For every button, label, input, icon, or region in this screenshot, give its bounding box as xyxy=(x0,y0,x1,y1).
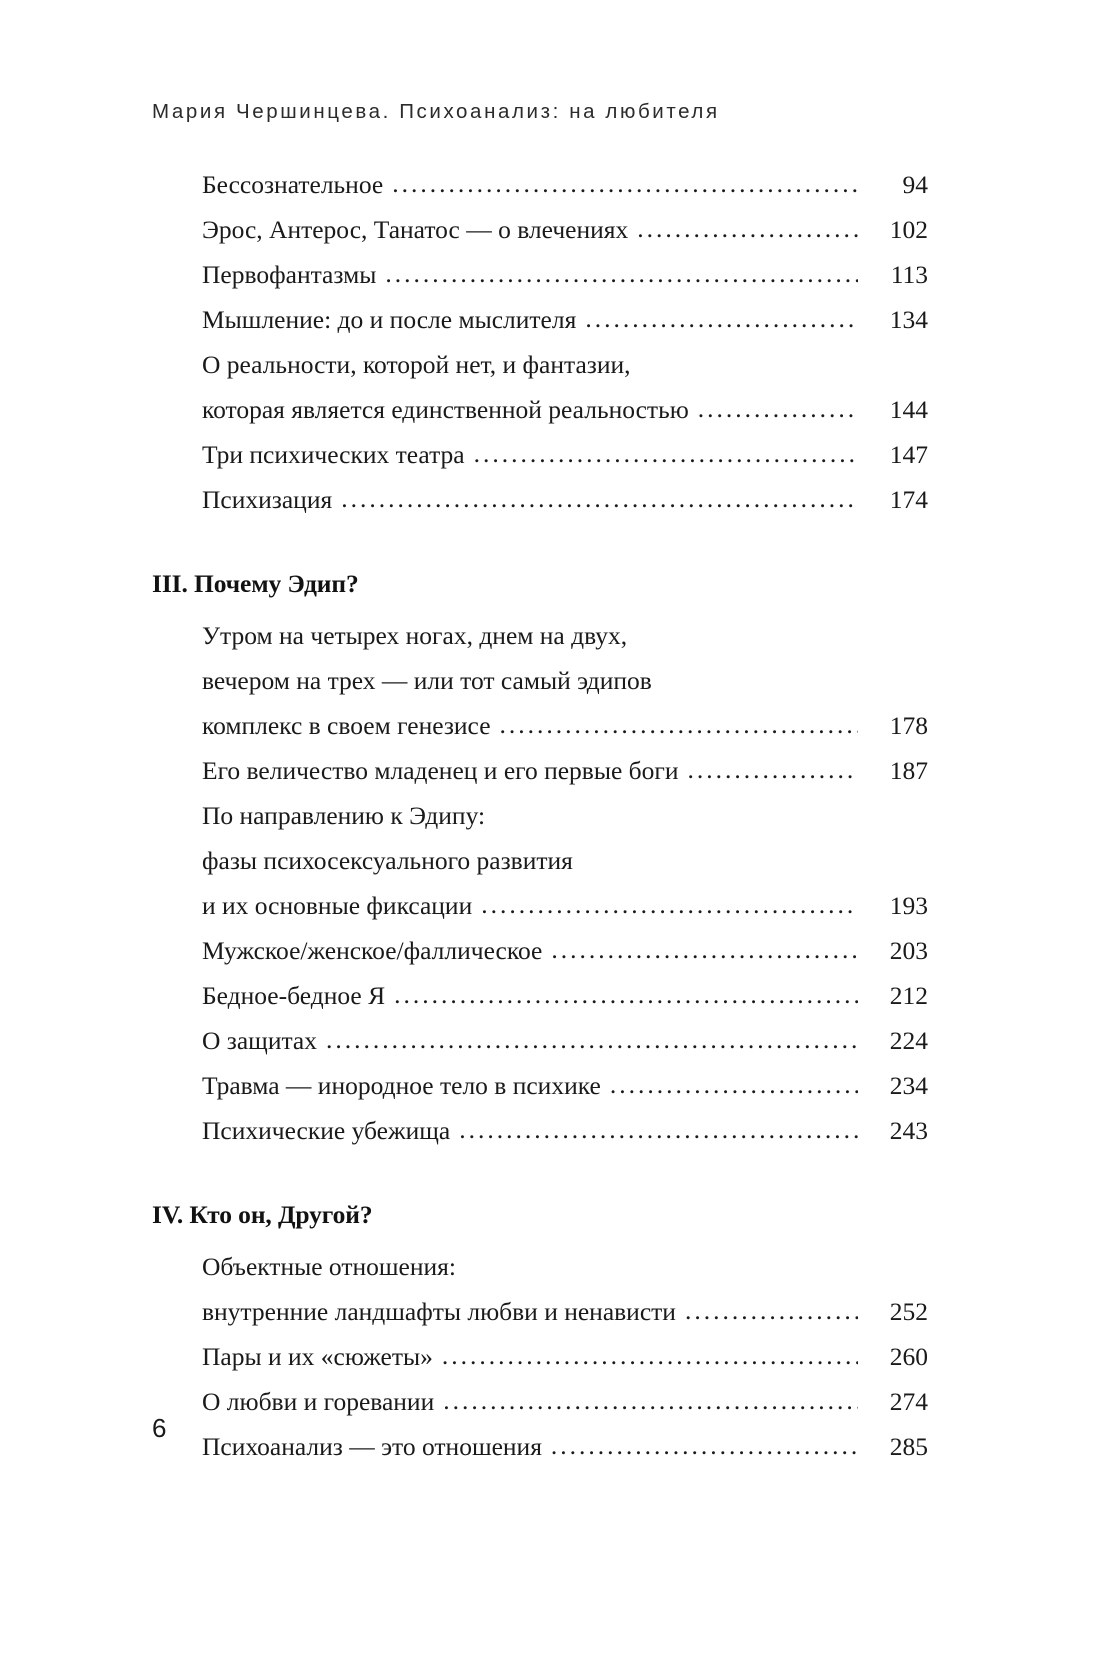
toc-entry-last-line xyxy=(202,297,928,342)
toc-entry-page-number: 203 xyxy=(889,936,928,965)
dot-leader xyxy=(688,747,859,792)
section-heading-spacer xyxy=(152,1230,928,1244)
toc-entry-last-line xyxy=(202,387,928,432)
toc-entry-title: которая является единственной реальностью xyxy=(202,395,689,424)
dot-leader xyxy=(481,882,858,927)
dot-leader xyxy=(385,251,858,296)
toc-entry-title: Мужское/женское/фаллическое xyxy=(202,936,543,965)
toc-entry[interactable] xyxy=(202,432,928,477)
toc-entry-title: фазы психосексуального развития xyxy=(202,846,573,875)
toc-entry-last-line xyxy=(202,1424,928,1469)
toc-entry-last-line xyxy=(202,1289,928,1334)
toc-entry-page-number: 113 xyxy=(890,260,928,289)
toc-entry[interactable] xyxy=(202,252,928,297)
toc-entry-page-number: 144 xyxy=(889,395,928,424)
table-of-contents xyxy=(152,162,928,1469)
toc-entry-last-line xyxy=(202,1379,928,1424)
dot-leader xyxy=(610,1062,858,1107)
toc-entry-page-number: 94 xyxy=(902,170,928,199)
section-spacer xyxy=(152,522,928,569)
toc-entry-page-number: 260 xyxy=(889,1342,928,1371)
toc-entry-page-number: 224 xyxy=(889,1026,928,1055)
toc-entry[interactable] xyxy=(202,793,928,928)
toc-entry[interactable] xyxy=(202,297,928,342)
dot-leader xyxy=(698,386,858,431)
toc-entry-title: Бессознательное xyxy=(202,170,384,199)
toc-entry-last-line xyxy=(202,1063,928,1108)
toc-entry-last-line xyxy=(202,1018,928,1063)
toc-entry-page-number: 193 xyxy=(889,891,928,920)
toc-entry[interactable] xyxy=(202,973,928,1018)
dot-leader xyxy=(685,1288,858,1333)
toc-entry-title: О реальности, которой нет, и фантазии, xyxy=(202,350,631,379)
toc-entry[interactable] xyxy=(202,1379,928,1424)
toc-entry-page-number: 147 xyxy=(889,440,928,469)
toc-entry-title: Первофантазмы xyxy=(202,260,377,289)
dot-leader xyxy=(443,1378,858,1423)
toc-entry[interactable] xyxy=(202,1018,928,1063)
toc-entry-title: Утром на четырех ногах, днем на двух, xyxy=(202,621,628,650)
toc-entry-page-number: 102 xyxy=(889,215,928,244)
dot-leader xyxy=(459,1107,858,1152)
toc-entry[interactable] xyxy=(202,748,928,793)
dot-leader xyxy=(637,206,858,251)
toc-entry-last-line xyxy=(202,432,928,477)
toc-entry-title: Объектные отношения: xyxy=(202,1252,456,1281)
section-heading: IV. Кто он, Другой? xyxy=(152,1200,373,1229)
toc-entry-page-number: 134 xyxy=(889,305,928,334)
dot-leader xyxy=(341,476,858,521)
dot-leader xyxy=(585,296,858,341)
toc-entry-title: Три психических театра xyxy=(202,440,465,469)
toc-entry-continuation-line xyxy=(202,342,928,387)
toc-entry-last-line xyxy=(202,928,928,973)
toc-entry-last-line xyxy=(202,1108,928,1153)
dot-leader xyxy=(392,161,858,206)
toc-entry-page-number: 187 xyxy=(889,756,928,785)
toc-entry[interactable] xyxy=(202,207,928,252)
toc-entry[interactable] xyxy=(202,1244,928,1334)
toc-entry-last-line xyxy=(202,252,928,297)
dot-leader xyxy=(442,1333,858,1378)
toc-entry-page-number: 285 xyxy=(889,1432,928,1461)
toc-entry-title: Его величество младенец и его первые боги xyxy=(202,756,679,785)
running-header: Мария Чершинцева. Психоанализ: на любителя xyxy=(152,100,720,123)
toc-entry-continuation-line xyxy=(202,658,928,703)
section-heading: III. Почему Эдип? xyxy=(152,569,359,598)
toc-entry-last-line xyxy=(202,477,928,522)
toc-entry-title: вечером на трех — или тот самый эдипов xyxy=(202,666,652,695)
section-spacer xyxy=(152,1153,928,1200)
toc-entry[interactable] xyxy=(202,1063,928,1108)
toc-entry[interactable] xyxy=(202,613,928,748)
dot-leader xyxy=(500,702,858,747)
toc-entry[interactable] xyxy=(202,342,928,432)
toc-entry-continuation-line xyxy=(202,613,928,658)
toc-entry[interactable] xyxy=(202,1334,928,1379)
toc-entry-page-number: 274 xyxy=(889,1387,928,1416)
dot-leader xyxy=(326,1017,858,1062)
toc-entry-last-line xyxy=(202,973,928,1018)
toc-entry-page-number: 178 xyxy=(889,711,928,740)
toc-entry-page-number: 252 xyxy=(889,1297,928,1326)
page-folio-number: 6 xyxy=(152,1413,167,1443)
dot-leader xyxy=(551,927,858,972)
toc-entry-last-line xyxy=(202,748,928,793)
dot-leader xyxy=(474,431,858,476)
toc-entry-title: О защитах xyxy=(202,1026,317,1055)
toc-entry-title: Пары и их «сюжеты» xyxy=(202,1342,433,1371)
toc-entry-title: комплекс в своем генезисе xyxy=(202,711,491,740)
toc-entry-title: Психические убежища xyxy=(202,1116,451,1145)
toc-entry-title: Эрос, Антерос, Танатос — о влечениях xyxy=(202,215,629,244)
dot-leader xyxy=(394,972,858,1017)
toc-entry-continuation-line xyxy=(202,793,928,838)
toc-entry-page-number: 243 xyxy=(889,1116,928,1145)
toc-entry[interactable] xyxy=(202,928,928,973)
toc-entry-page-number: 212 xyxy=(889,981,928,1010)
toc-entry[interactable] xyxy=(202,477,928,522)
section-heading-spacer xyxy=(152,599,928,613)
toc-entry[interactable] xyxy=(202,1424,928,1469)
toc-entry-title: По направлению к Эдипу: xyxy=(202,801,486,830)
toc-entry-last-line xyxy=(202,703,928,748)
toc-entry-title: Психоанализ — это отношения xyxy=(202,1432,542,1461)
toc-entry-title: Травма — инородное тело в психике xyxy=(202,1071,601,1100)
toc-entry-title: внутренние ландшафты любви и ненависти xyxy=(202,1297,676,1326)
toc-entry-continuation-line xyxy=(202,1244,928,1289)
toc-entry-title: Психизация xyxy=(202,485,333,514)
toc-entry-last-line xyxy=(202,1334,928,1379)
toc-entry-last-line xyxy=(202,207,928,252)
toc-entry-title: О любви и горевании xyxy=(202,1387,435,1416)
toc-entry-last-line xyxy=(202,162,928,207)
toc-entry-last-line xyxy=(202,883,928,928)
dot-leader xyxy=(551,1423,858,1468)
toc-entry-continuation-line xyxy=(202,838,928,883)
toc-entry-title: и их основные фиксации xyxy=(202,891,473,920)
toc-entry-page-number: 174 xyxy=(889,485,928,514)
toc-entry-title: Бедное-бедное Я xyxy=(202,981,386,1010)
toc-entry[interactable] xyxy=(202,1108,928,1153)
toc-entry-page-number: 234 xyxy=(889,1071,928,1100)
toc-entry[interactable] xyxy=(202,162,928,207)
toc-entry-title: Мышление: до и после мыслителя xyxy=(202,305,577,334)
